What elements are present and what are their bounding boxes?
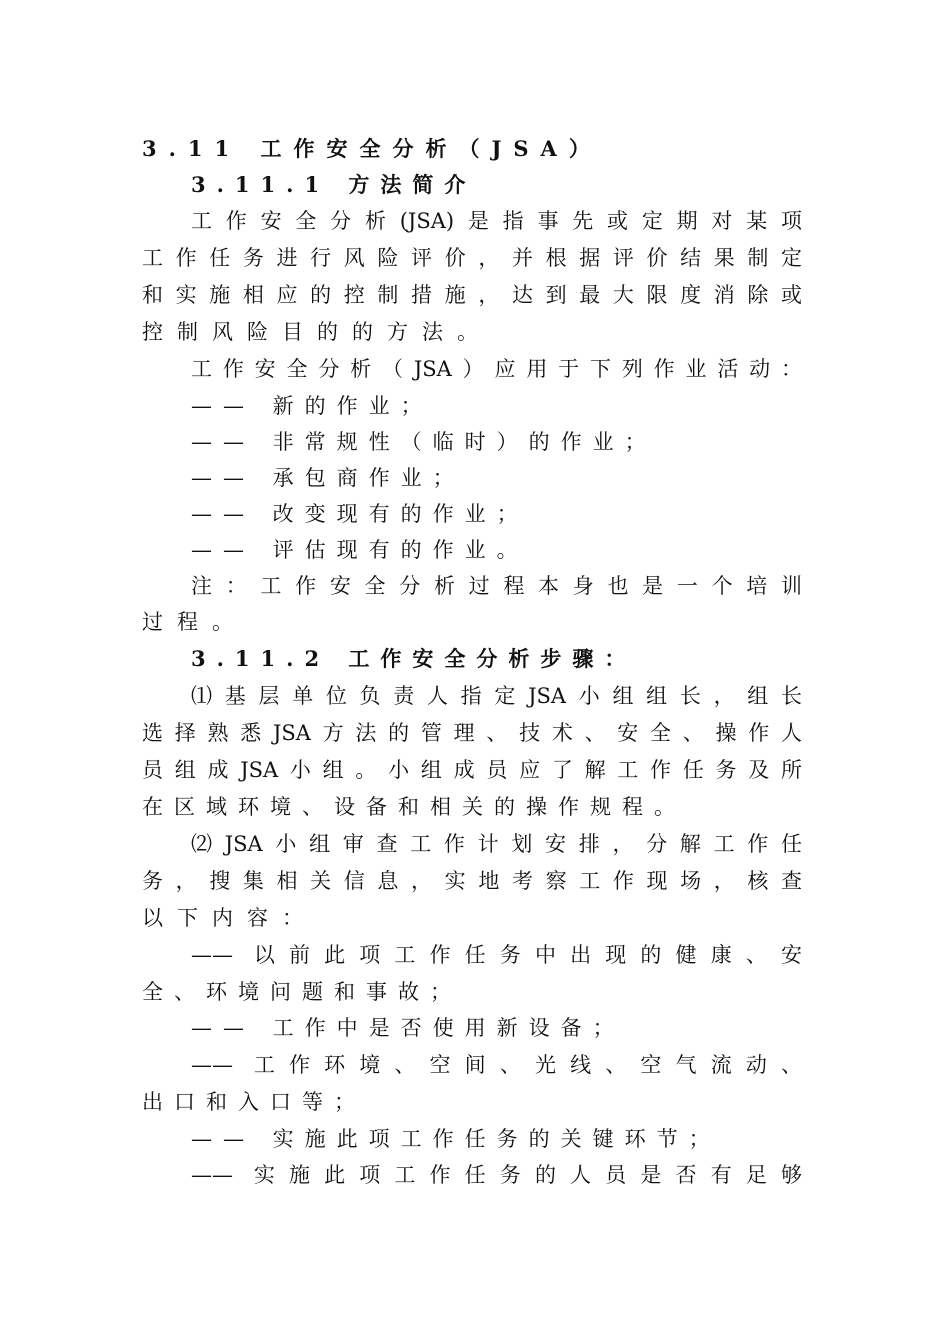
list-item: —— 以前此项工作任务中出现的健康、安	[191, 943, 802, 967]
list-item: 全、环境问题和事故；	[142, 980, 462, 1004]
paragraph-line: 在区域环境、设备和相关的操作规程。	[142, 795, 686, 819]
paragraph-line: 工作安全分析(JSA)是指事先或定期对某项	[191, 209, 802, 233]
paragraph-line: 以下内容：	[142, 906, 317, 930]
paragraph-line: ⑵JSA小组审查工作计划安排，分解工作任	[191, 832, 802, 856]
list-item: 出口和入口等；	[142, 1090, 366, 1114]
list-item: —— 工作环境、空间、光线、空气流动、	[191, 1053, 802, 1077]
list-item: —— 实施此项工作任务的人员是否有足够	[191, 1163, 802, 1187]
list-item: —— 工作中是否使用新设备；	[191, 1016, 625, 1040]
list-item: —— 新的作业；	[191, 394, 433, 418]
section-heading-3-11: 3.11 工作安全分析（JSA）	[142, 136, 602, 161]
list-item: —— 评估现有的作业。	[191, 538, 529, 562]
note-line: 过程。	[142, 610, 247, 634]
note-line: 注：工作安全分析过程本身也是一个培训	[191, 574, 802, 598]
paragraph-line: 务，搜集相关信息，实地考察工作现场，核查	[142, 869, 802, 893]
list-item: —— 承包商作业；	[191, 466, 465, 490]
list-item: —— 改变现有的作业；	[191, 502, 529, 526]
subsection-heading-3-11-2: 3.11.2 工作安全分析步骤：	[191, 646, 637, 671]
list-item: —— 实施此项工作任务的关键环节；	[191, 1127, 721, 1151]
paragraph-line: 控制风险目的的方法。	[142, 320, 492, 344]
paragraph-line: 工作安全分析（JSA）应用于下列作业活动：	[191, 357, 802, 381]
paragraph-line: 工作任务进行风险评价，并根据评价结果制定	[142, 246, 802, 270]
paragraph-line: 员组成JSA小组。小组成员应了解工作任务及所	[142, 758, 802, 782]
paragraph-line: ⑴基层单位负责人指定JSA小组组长，组长	[191, 684, 802, 708]
list-item: —— 非常规性（临时）的作业；	[191, 430, 657, 454]
paragraph-line: 和实施相应的控制措施，达到最大限度消除或	[142, 283, 802, 307]
paragraph-line: 选择熟悉JSA方法的管理、技术、安全、操作人	[142, 721, 802, 745]
subsection-heading-3-11-1: 3.11.1 方法简介	[191, 172, 477, 197]
